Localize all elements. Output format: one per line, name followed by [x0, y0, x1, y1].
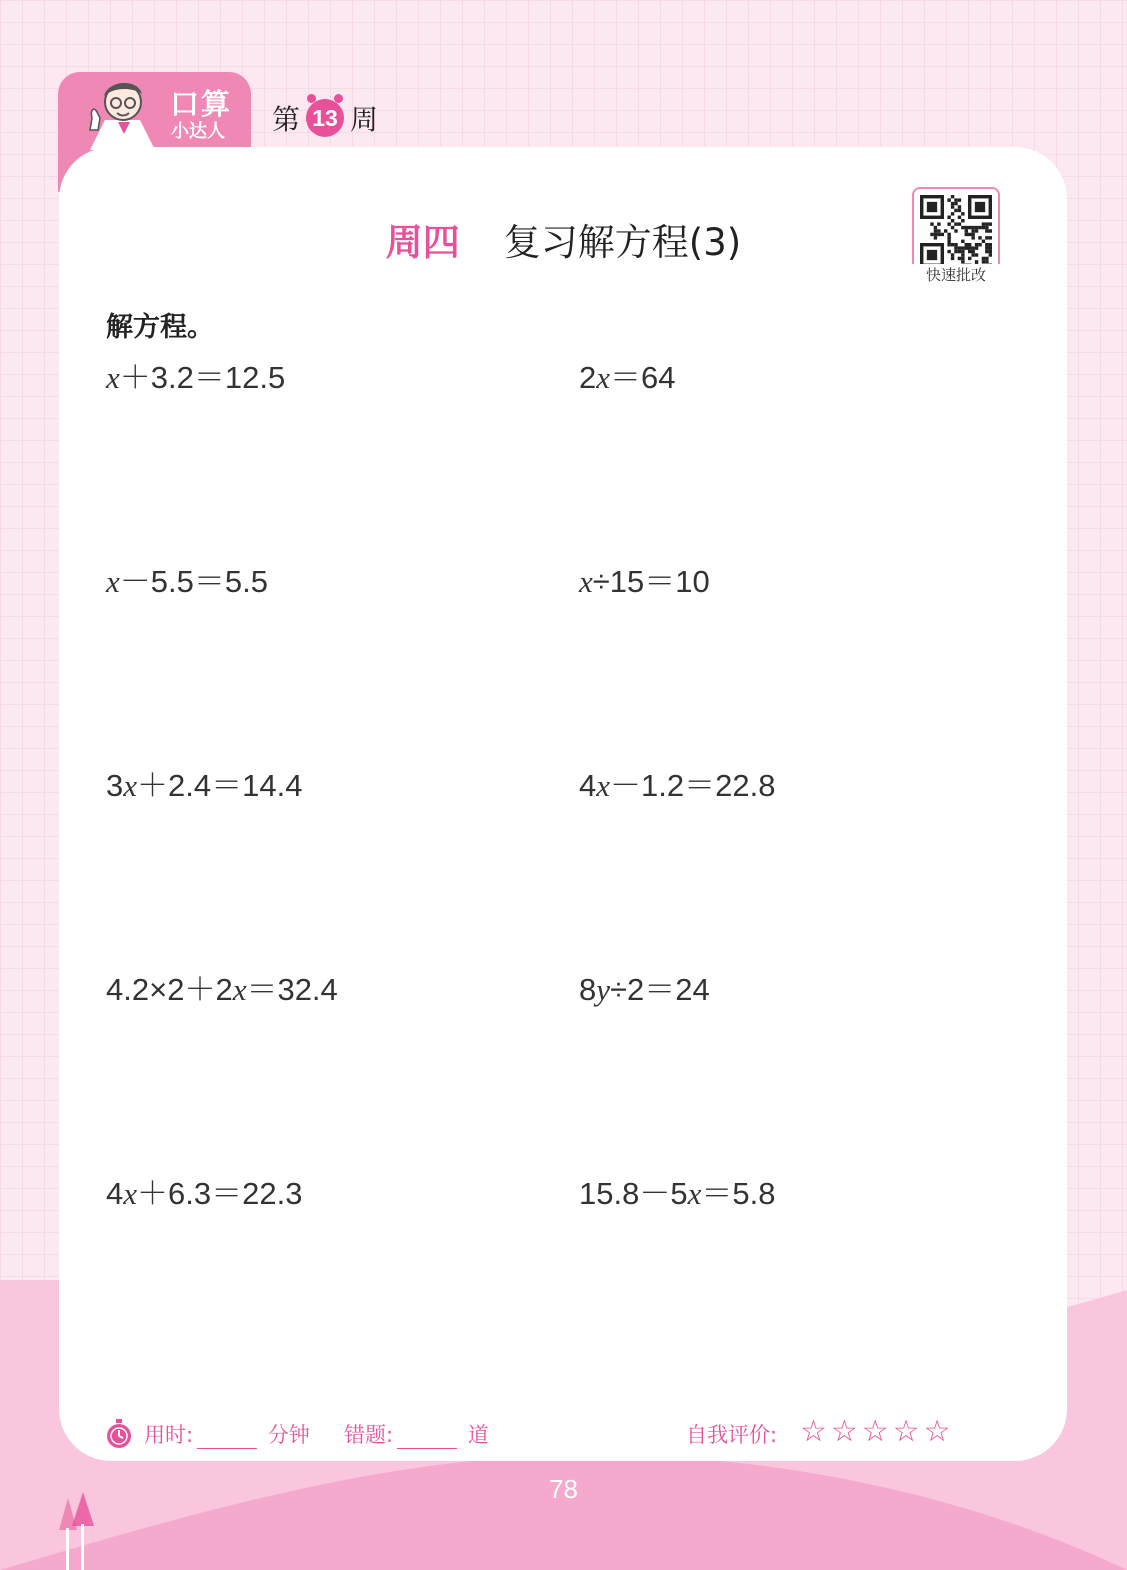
lesson-day: 周四	[385, 221, 460, 264]
equation-prefix: 4.2×2＋2	[106, 972, 233, 1007]
equation-variable: x	[596, 360, 611, 395]
week-number-badge: 13	[306, 99, 344, 137]
equation-variable: x	[106, 564, 120, 599]
equation-suffix: ＝5.8	[701, 1176, 776, 1211]
week-label	[272, 98, 378, 138]
equation-suffix: －5.5＝5.5	[119, 564, 268, 599]
badge-title: 口算	[170, 87, 233, 121]
lesson-title: 复习解方程(3)	[503, 221, 742, 264]
rating-stars[interactable]: ☆☆☆☆☆	[800, 1414, 955, 1449]
equation-variable: x	[596, 768, 611, 803]
errors-blank[interactable]	[397, 1428, 457, 1449]
rating-label: 自我评价:	[686, 1423, 778, 1447]
qr-code[interactable]	[912, 187, 1000, 275]
equation-9	[106, 1168, 302, 1213]
equation-10	[579, 1168, 775, 1213]
equation-suffix: ＋6.3＝22.3	[137, 1176, 303, 1211]
page-number: 78	[549, 1474, 578, 1504]
equation-suffix: ÷2＝24	[610, 972, 710, 1007]
badge-subtitle: 小达人	[171, 121, 225, 142]
time-field	[144, 1419, 310, 1449]
equation-suffix: －1.2＝22.8	[610, 768, 776, 803]
week-prefix: 第	[272, 103, 301, 136]
equation-6	[579, 760, 775, 805]
equation-8	[579, 964, 710, 1009]
equation-variable: x	[232, 972, 247, 1007]
time-blank[interactable]	[197, 1428, 257, 1449]
equation-prefix: 4	[579, 768, 597, 803]
timer-icon	[106, 1419, 132, 1454]
equation-variable: x	[123, 1176, 138, 1211]
equation-variable: x	[106, 360, 120, 395]
equation-variable: x	[579, 564, 593, 599]
equation-variable: x	[687, 1176, 702, 1211]
errors-label: 错题:	[344, 1423, 394, 1447]
equation-7	[106, 964, 338, 1009]
equation-prefix: 4	[106, 1176, 124, 1211]
instruction-text: 解方程。	[106, 312, 214, 343]
equation-suffix: ＝64	[610, 360, 676, 395]
errors-field	[344, 1419, 489, 1449]
time-unit: 分钟	[267, 1423, 310, 1447]
equation-5	[106, 760, 302, 805]
equation-1	[106, 352, 285, 397]
equation-3	[106, 556, 268, 601]
errors-unit: 道	[467, 1423, 489, 1447]
qr-caption: 快速批改	[912, 264, 1000, 285]
equation-variable: y	[596, 972, 611, 1007]
week-suffix: 周	[350, 103, 379, 136]
equation-prefix: 8	[579, 972, 597, 1007]
arrow-decoration-icon	[54, 1490, 104, 1570]
equation-prefix: 2	[579, 360, 597, 395]
equation-suffix: ÷15＝10	[592, 564, 710, 599]
equation-2	[579, 352, 676, 397]
time-label: 用时:	[144, 1423, 194, 1447]
equation-prefix: 3	[106, 768, 124, 803]
equation-prefix: 15.8－5	[579, 1176, 688, 1211]
qr-code-icon	[920, 195, 992, 267]
footer-bar	[106, 1416, 966, 1452]
equation-4	[579, 556, 710, 601]
equation-suffix: ＋3.2＝12.5	[119, 360, 286, 395]
equation-variable: x	[123, 768, 138, 803]
equation-suffix: ＝32.4	[246, 972, 338, 1007]
equation-suffix: ＋2.4＝14.4	[137, 768, 303, 803]
mascot-icon	[80, 72, 165, 150]
